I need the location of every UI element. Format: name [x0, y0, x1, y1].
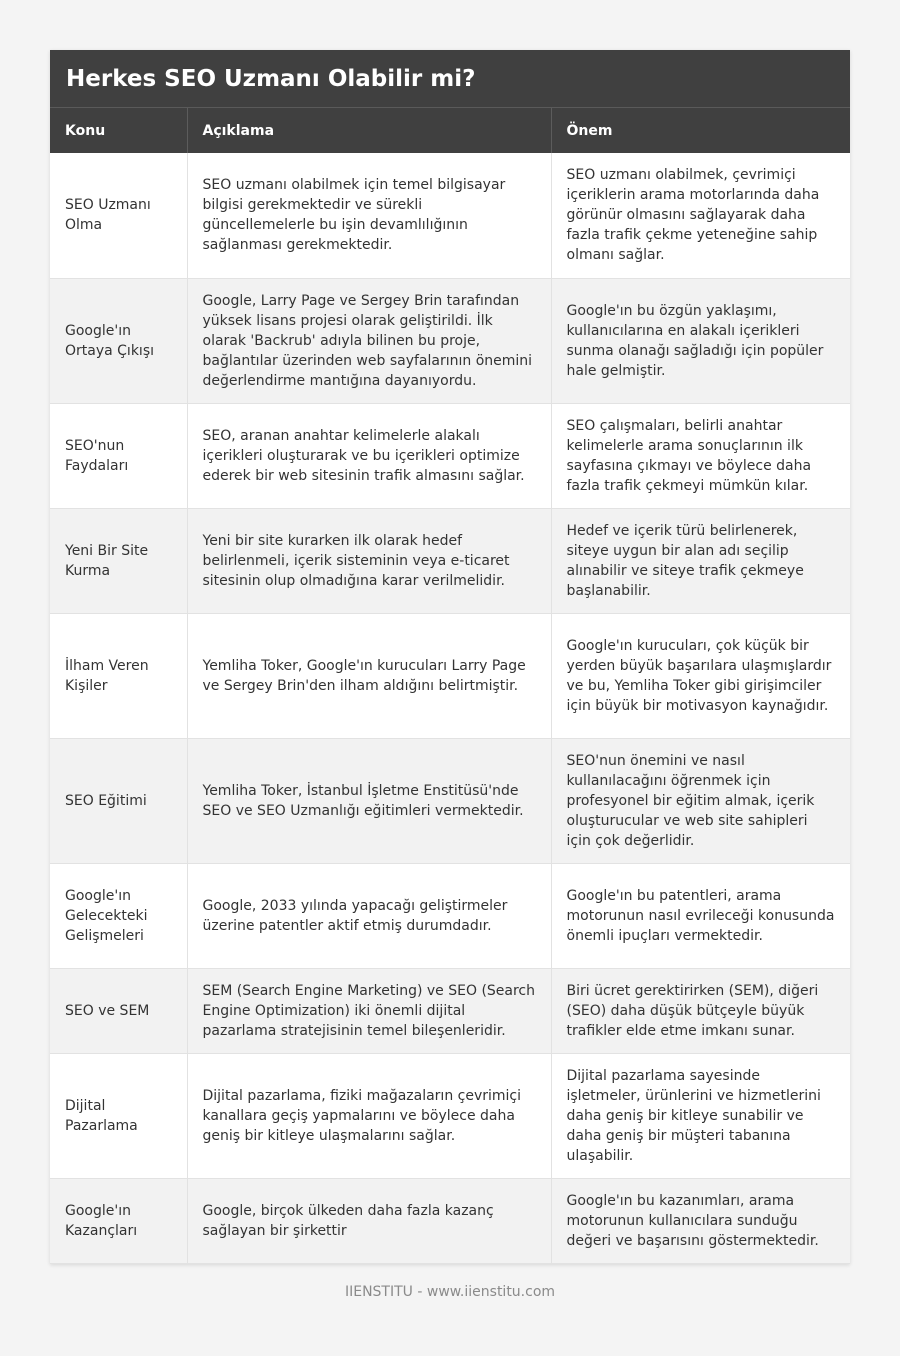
cell-konu: SEO Eğitimi [50, 738, 187, 863]
cell-aciklama: SEM (Search Engine Marketing) ve SEO (Search Engine Optimization) iki önemli dijital pazarlama stratejisinin temel bileşenleridir. [187, 968, 551, 1053]
cell-aciklama: Yeni bir site kurarken ilk olarak hedef belirlenmeli, içerik sisteminin veya e-ticaret sitesinin olup olmadığına karar verilmelidir. [187, 508, 551, 613]
table-row [50, 738, 850, 863]
table-row [50, 278, 850, 403]
column-header-konu: Konu [50, 108, 187, 153]
cell-aciklama: Google, 2033 yılında yapacağı geliştirmeler üzerine patentler aktif etmiş durumdadır. [187, 863, 551, 968]
cell-aciklama: Google, Larry Page ve Sergey Brin tarafından yüksek lisans projesi olarak geliştirildi. İlk olarak 'Backrub' adıyla bilinen bu proje, bağlantılar üzerinden web sayfalarının önemini değerlendirme mantığına dayanıyordu. [187, 278, 551, 403]
cell-aciklama: Dijital pazarlama, fiziki mağazaların çevrimiçi kanallara geçiş yapmalarını ve böylece daha geniş bir kitleye ulaşmalarını sağlar. [187, 1053, 551, 1178]
cell-aciklama: Google, birçok ülkeden daha fazla kazanç sağlayan bir şirkettir [187, 1178, 551, 1263]
column-header-aciklama: Açıklama [187, 108, 551, 153]
cell-konu: SEO Uzmanı Olma [50, 153, 187, 278]
table-row [50, 863, 850, 968]
cell-aciklama: Yemliha Toker, İstanbul İşletme Enstitüsü'nde SEO ve SEO Uzmanlığı eğitimleri vermektedir. [187, 738, 551, 863]
page-title: Herkes SEO Uzmanı Olabilir mi? [50, 50, 850, 108]
content-card [50, 50, 850, 1264]
cell-onem: SEO çalışmaları, belirli anahtar kelimelerle arama sonuçlarının ilk sayfasına çıkmayı ve böylece daha fazla trafik çekmeyi mümkün kılar. [551, 403, 850, 508]
cell-konu: SEO'nun Faydaları [50, 403, 187, 508]
cell-onem: Dijital pazarlama sayesinde işletmeler, ürünlerini ve hizmetlerini daha geniş bir kitleye sunabilir ve daha geniş bir müşteri tabanına ulaşabilir. [551, 1053, 850, 1178]
cell-onem: Google'ın bu kazanımları, arama motorunun kullanıcılara sunduğu değeri ve başarısını göstermektedir. [551, 1178, 850, 1263]
table-row [50, 153, 850, 278]
table-row [50, 508, 850, 613]
table-row [50, 968, 850, 1053]
cell-onem: Google'ın kurucuları, çok küçük bir yerden büyük başarılara ulaşmışlardır ve bu, Yemliha Toker gibi girişimciler için büyük bir motivasyon kaynağıdır. [551, 613, 850, 738]
cell-aciklama: SEO, aranan anahtar kelimelerle alakalı içerikleri oluşturarak ve bu içerikleri optimize ederek bir web sitesinin trafik almasını sağlar. [187, 403, 551, 508]
table-row [50, 1178, 850, 1263]
cell-onem: Biri ücret gerektirirken (SEM), diğeri (SEO) daha düşük bütçeyle büyük trafikler elde etme imkanı sunar. [551, 968, 850, 1053]
table-header-row [50, 108, 850, 153]
cell-onem: SEO uzmanı olabilmek, çevrimiçi içeriklerin arama motorlarında daha görünür olmasını sağlayarak daha fazla trafik çekme yeteneğine sahip olmanı sağlar. [551, 153, 850, 278]
info-table [50, 108, 850, 1264]
cell-onem: Hedef ve içerik türü belirlenerek, siteye uygun bir alan adı seçilip alınabilir ve siteye trafik çekmeye başlanabilir. [551, 508, 850, 613]
cell-konu: Yeni Bir Site Kurma [50, 508, 187, 613]
column-header-onem: Önem [551, 108, 850, 153]
cell-konu: Google'ın Gelecekteki Gelişmeleri [50, 863, 187, 968]
cell-konu: Google'ın Kazançları [50, 1178, 187, 1263]
cell-konu: Google'ın Ortaya Çıkışı [50, 278, 187, 403]
table-row [50, 403, 850, 508]
table-row [50, 613, 850, 738]
footer-credit: IIENSTITU - www.iienstitu.com [344, 1284, 556, 1300]
cell-konu: Dijital Pazarlama [50, 1053, 187, 1178]
cell-konu: SEO ve SEM [50, 968, 187, 1053]
table-row [50, 1053, 850, 1178]
cell-onem: SEO'nun önemini ve nasıl kullanılacağını öğrenmek için profesyonel bir eğitim almak, içerik oluşturucular ve web site sahipleri için çok değerlidir. [551, 738, 850, 863]
cell-konu: İlham Veren Kişiler [50, 613, 187, 738]
cell-onem: Google'ın bu özgün yaklaşımı, kullanıcılarına en alakalı içerikleri sunma olanağı sağladığı için popüler hale gelmiştir. [551, 278, 850, 403]
cell-onem: Google'ın bu patentleri, arama motorunun nasıl evrileceği konusunda önemli ipuçları vermektedir. [551, 863, 850, 968]
cell-aciklama: SEO uzmanı olabilmek için temel bilgisayar bilgisi gerekmektedir ve sürekli güncellemelerle bu işin devamlılığının sağlanması gerekmektedir. [187, 153, 551, 278]
cell-aciklama: Yemliha Toker, Google'ın kurucuları Larry Page ve Sergey Brin'den ilham aldığını belirtmiştir. [187, 613, 551, 738]
